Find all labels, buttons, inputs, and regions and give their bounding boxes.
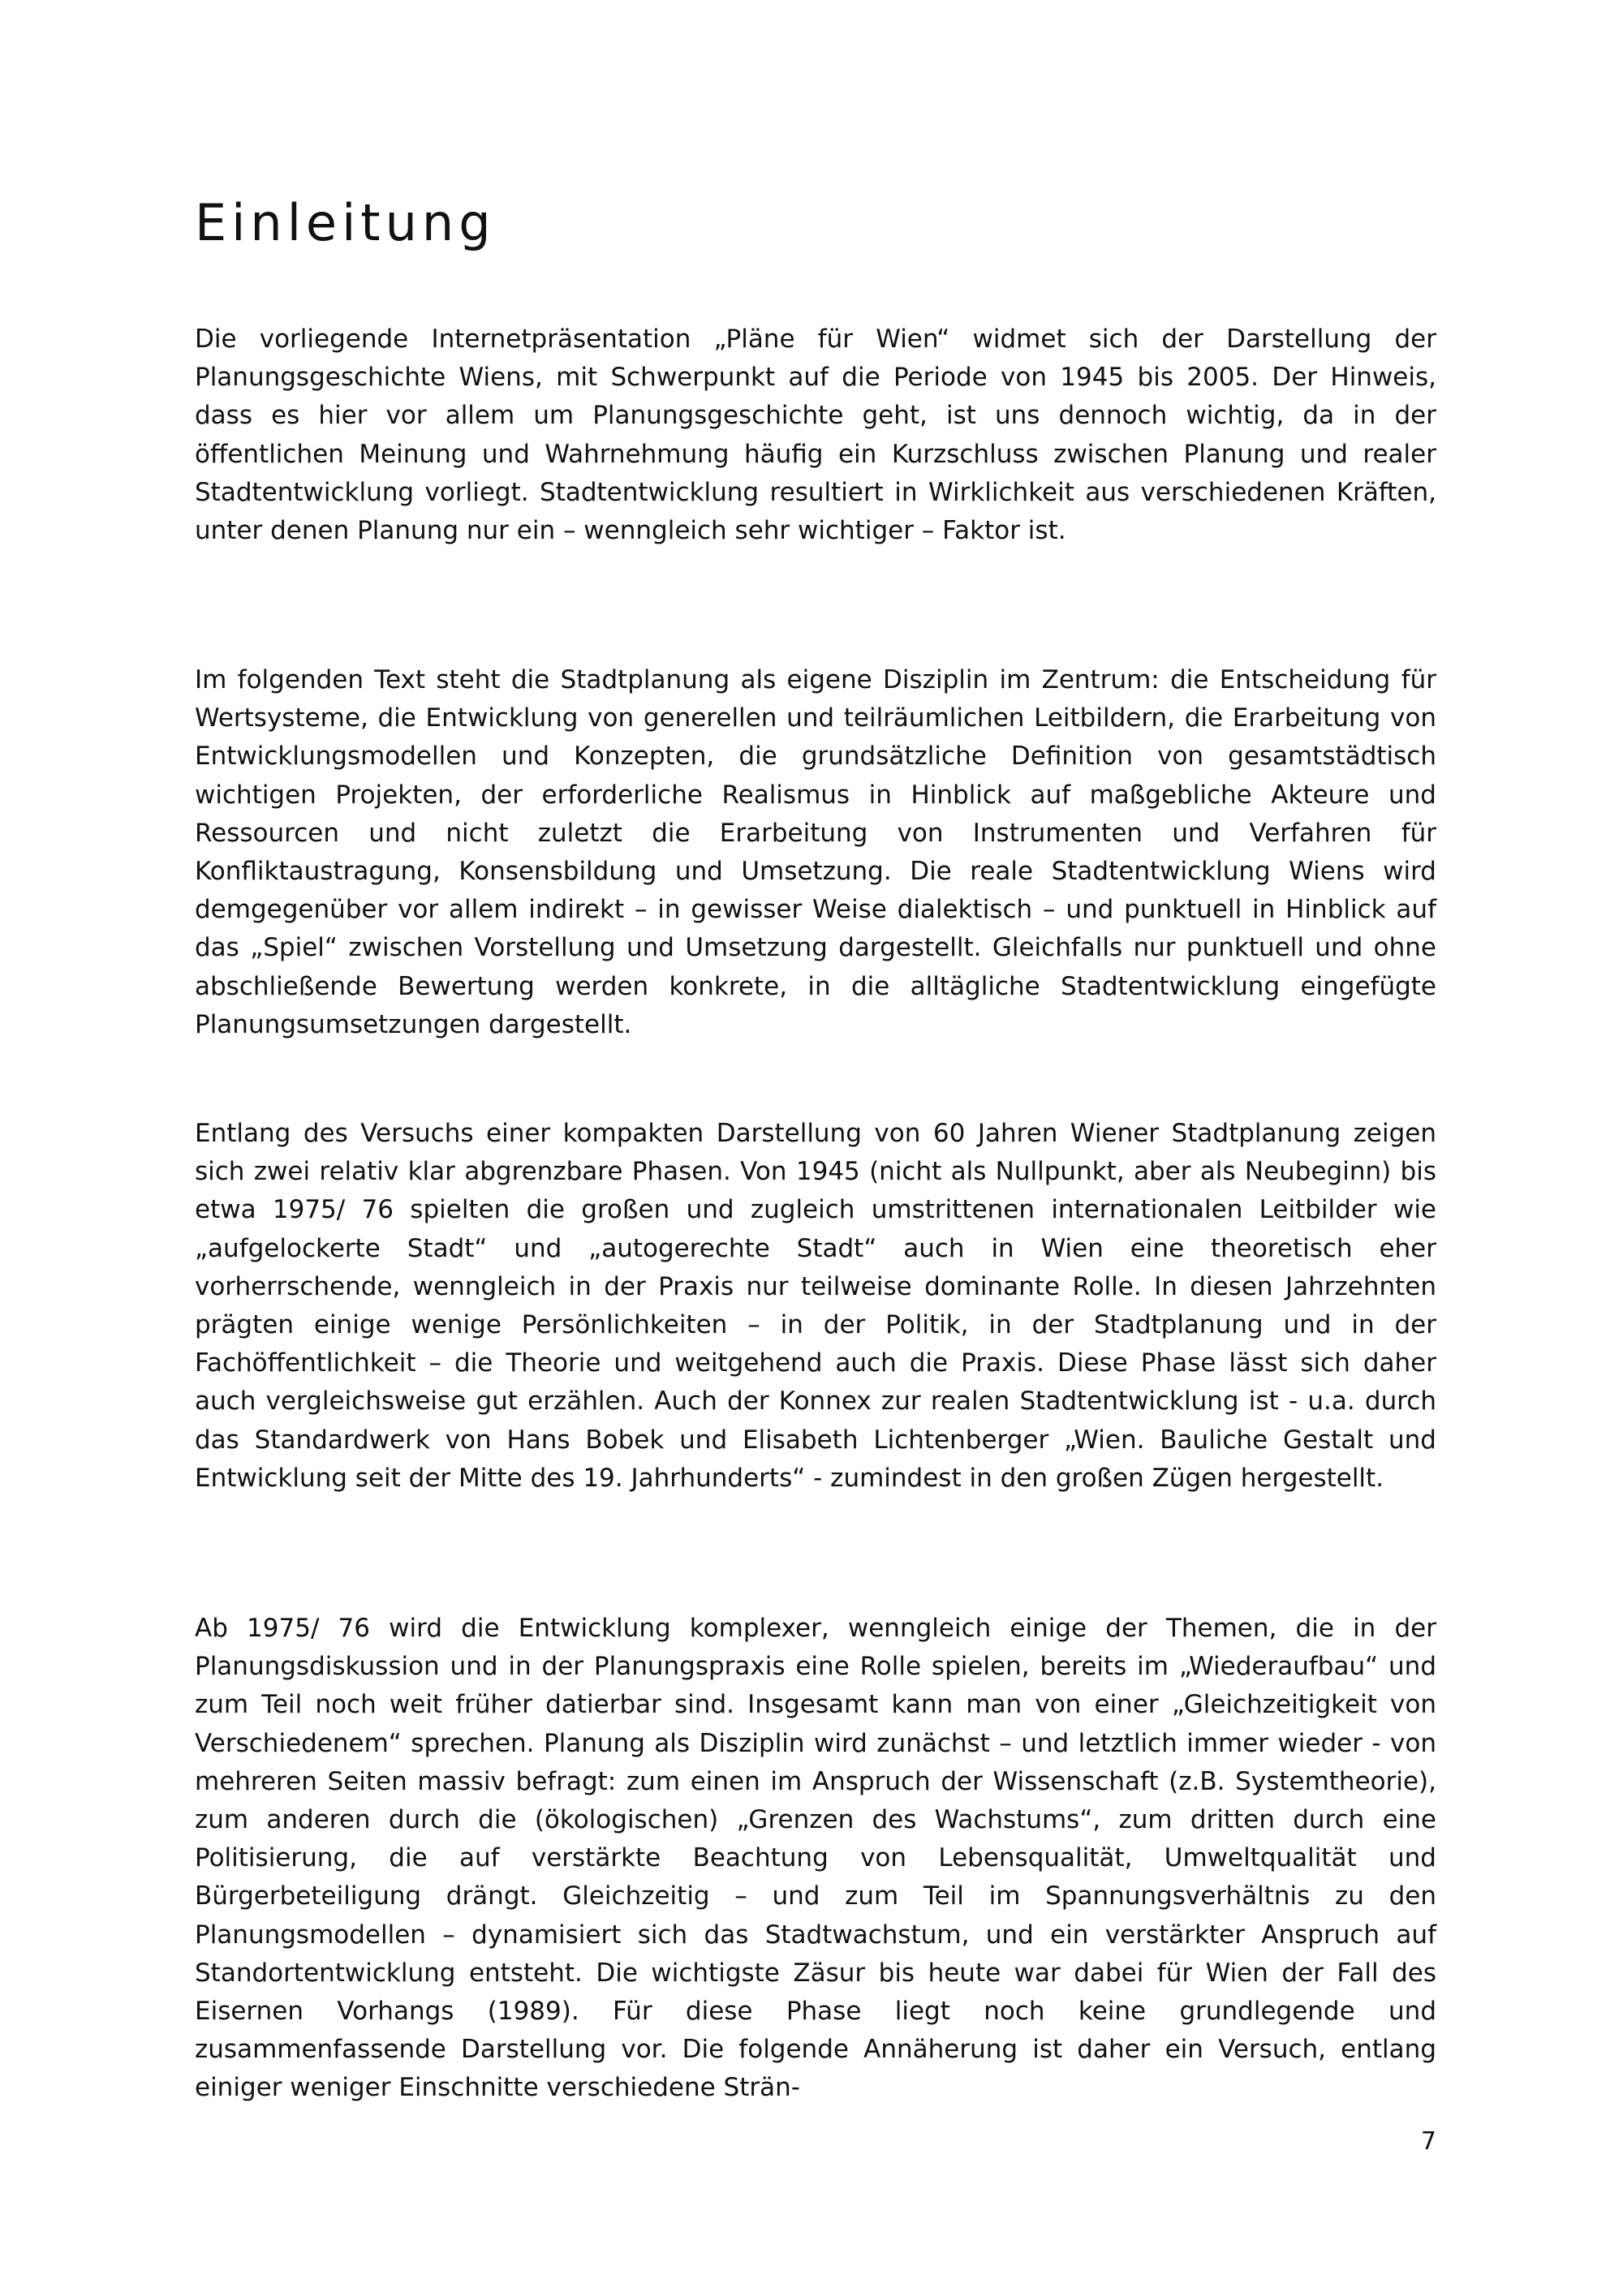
paragraph-3: Entlang des Versuchs einer kompakten Darstellung von 60 Jahren Wiener Stadtplanung zeigen sich zwei relativ klar abgrenzbare Phasen. Von 1945 (nicht als Nullpunkt, aber als Neubeginn) bis etwa 1975/ 76 spielten die großen und zugleich umstrittenen internationalen Leitbilder wie „aufgelockerte Stadt“ und „autogerechte Stadt“ auch in Wien eine theoretisch eher vorherrschende, wenngleich in der Praxis nur teilweise dominante Rolle. In diesen Jahrzehnten prägten einige wenige Persönlichkeiten – in der Politik, in der Stadtplanung und in der Fachöffentlichkeit – die Theorie und weitgehend auch die Praxis. Diese Phase lässt sich daher auch vergleichsweise gut erzählen. Auch der Konnex zur realen Stadtentwicklung ist - u.a. durch das Standardwerk von Hans Bobek und Elisabeth Lichtenberger „Wien. Bauliche Gestalt und Entwicklung seit der Mitte des 19. Jahrhunderts“ - zumindest in den großen Zügen hergestellt.	[195, 1119, 1436, 1493]
paragraph-1: Die vorliegende Internetpräsentation „Pläne für Wien“ widmet sich der Darstellung der Planungsgeschichte Wiens, mit Schwerpunkt auf die Periode von 1945 bis 2005. Der Hinweis, dass es hier vor allem um Planungsgeschichte geht, ist uns dennoch wichtig, da in der öffentlichen Meinung und Wahrnehmung häufig ein Kurzschluss zwischen Planung und realer Stadtentwicklung vorliegt. Stadtentwicklung resultiert in Wirklichkeit aus verschiedenen Kräften, unter denen Planung nur ein – wenngleich sehr wichtiger – Faktor ist.	[195, 325, 1436, 546]
paragraph-4: Ab 1975/ 76 wird die Entwicklung komplexer, wenngleich einige der Themen, die in der Planungsdiskussion und in der Planungspraxis eine Rolle spielen, bereits im „Wiederaufbau“ und zum Teil noch weit früher datierbar sind. Insgesamt kann man von einer „Gleichzeitigkeit von Verschiedenem“ sprechen. Planung als Disziplin wird zunächst – und letztlich immer wieder - von mehreren Seiten massiv befragt: zum einen im Anspruch der Wissenschaft (z.B. Systemtheorie), zum anderen durch die (ökologischen) „Grenzen des Wachstums“, zum dritten durch eine Politisierung, die auf verstärkte Beachtung von Lebensqualität, Umweltqualität und Bürgerbeteiligung drängt. Gleichzeitig – und zum Teil im Spannungsverhältnis zu den Planungsmodellen – dynamisiert sich das Stadtwachstum, und ein verstärkter Anspruch auf Standortentwicklung entsteht. Die wichtigste Zäsur bis heute war dabei für Wien der Fall des Eisernen Vorhangs (1989). Für diese Phase liegt noch keine grundlegende und zusammenfassende Darstellung vor. Die folgende Annäherung ist daher ein Versuch, entlang einiger weniger Einschnitte verschiedene Strän-	[195, 1614, 1436, 2103]
page-number: 7	[1420, 2127, 1436, 2156]
page-title: Einleitung	[195, 193, 496, 252]
paragraph-2: Im folgenden Text steht die Stadtplanung als eigene Disziplin im Zentrum: die Entscheidung für Wertsysteme, die Entwicklung von generellen und teilräumlichen Leitbildern, die Erarbeitung von Entwicklungsmodellen und Konzepten, die grundsätzliche Definition von gesamtstädtisch wichtigen Projekten, der erforderliche Realismus in Hinblick auf maßgebliche Akteure und Ressourcen und nicht zuletzt die Erarbeitung von Instrumenten und Verfahren für Konfliktaustragung, Konsensbildung und Umsetzung. Die reale Stadtentwicklung Wiens wird demgegenüber vor allem indirekt – in gewisser Weise dialektisch – und punktuell in Hinblick auf das „Spiel“ zwischen Vorstellung und Umsetzung dargestellt. Gleichfalls nur punktuell und ohne abschließende Bewertung werden konkrete, in die alltägliche Stadtentwicklung eingefügte Planungsumsetzungen dargestellt.	[195, 665, 1436, 1039]
